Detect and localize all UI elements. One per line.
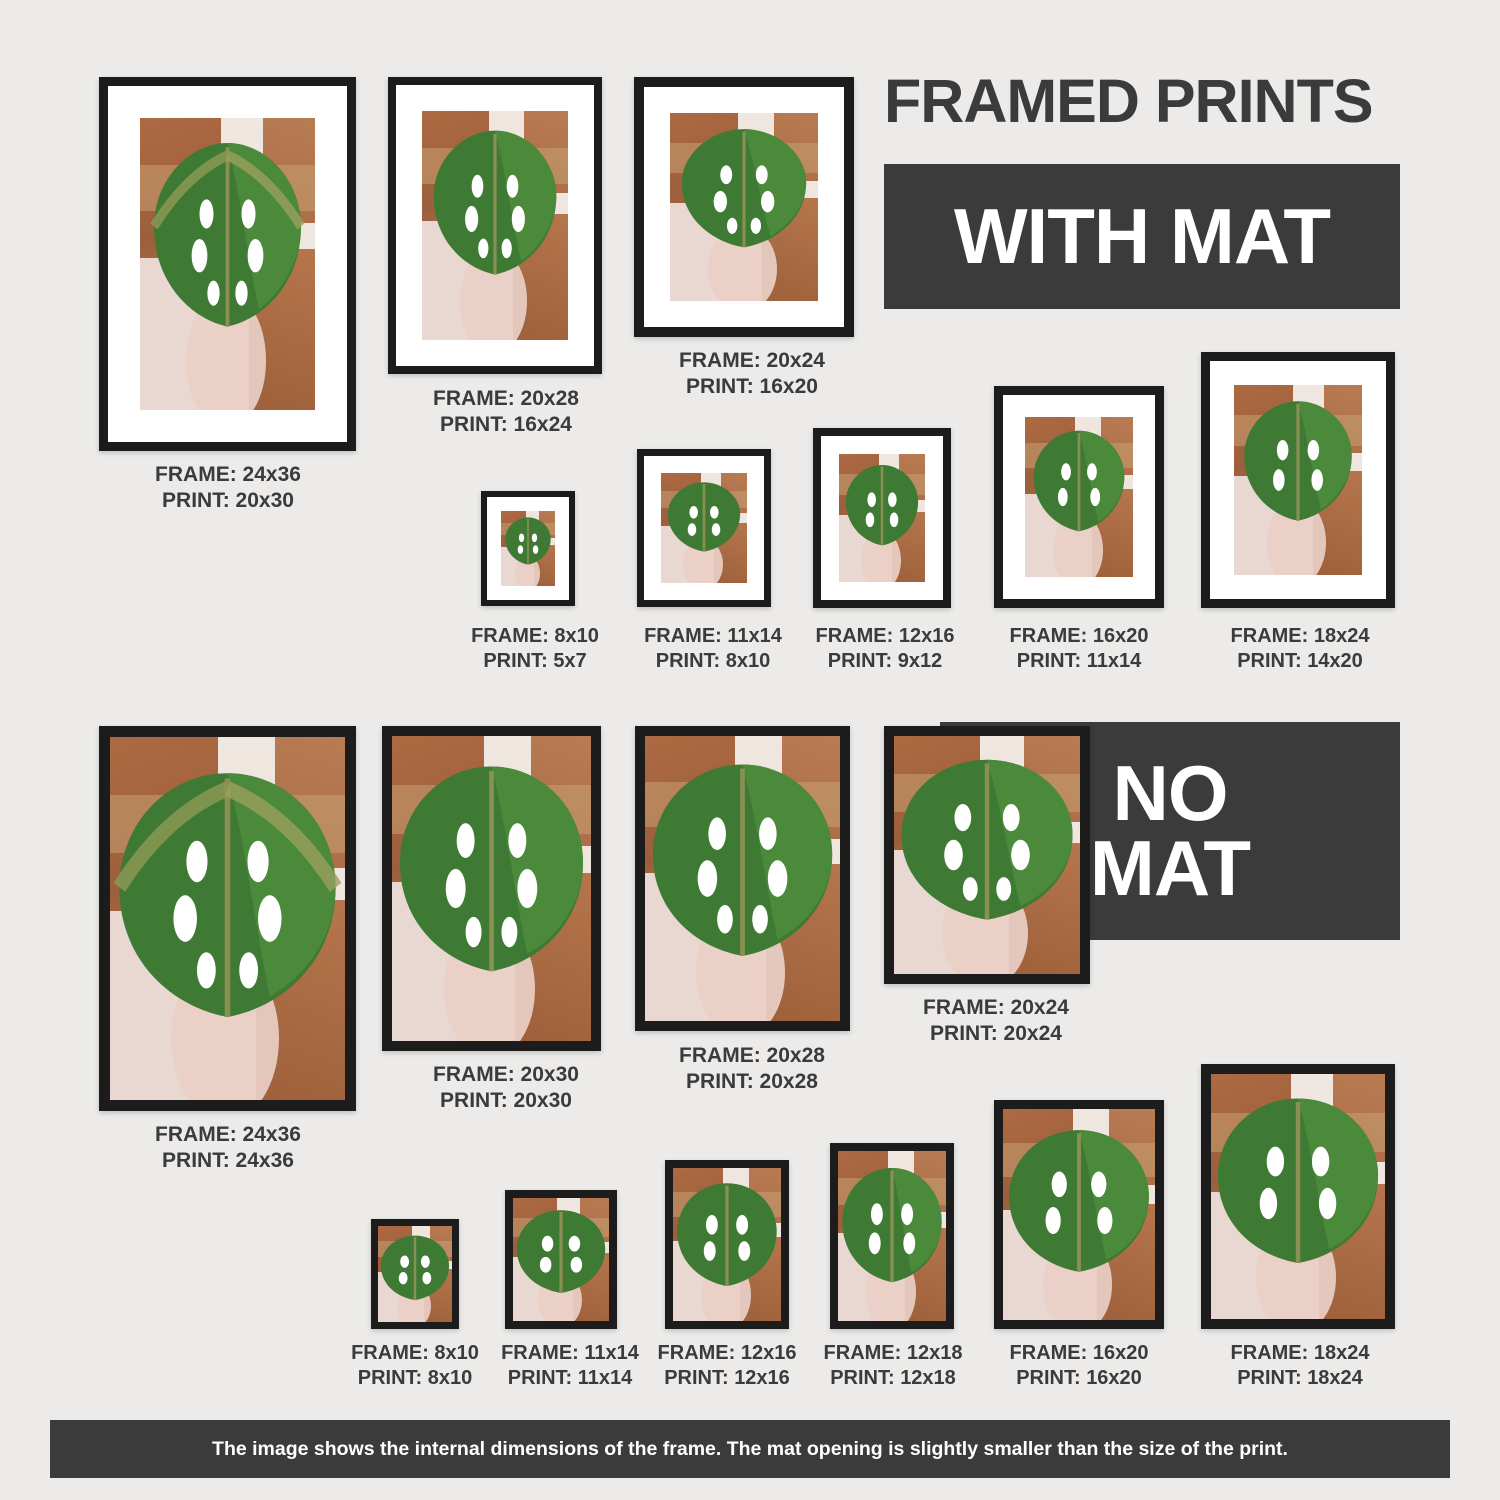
frame-size-label: FRAME: 20x24 <box>679 349 825 372</box>
artwork <box>140 118 315 410</box>
monstera-leaf-icon <box>378 1226 452 1322</box>
frame-no-mat-18x24[interactable] <box>1201 1064 1395 1329</box>
mat <box>487 497 569 600</box>
frame-with-mat-12x16[interactable] <box>813 428 951 608</box>
monstera-leaf-icon <box>392 736 591 1041</box>
print-size-label: PRINT: 12x16 <box>664 1366 790 1389</box>
artwork <box>673 1168 781 1321</box>
caption-no-mat-16x20 <box>1010 1341 1149 1390</box>
monstera-leaf-icon <box>1003 1109 1155 1320</box>
frame-with-mat-11x14[interactable] <box>637 449 771 607</box>
frame-with-mat-16x20[interactable] <box>994 386 1164 608</box>
artwork <box>513 1198 609 1321</box>
caption-with-mat-12x16 <box>816 624 955 673</box>
mat <box>396 85 594 366</box>
artwork <box>501 511 555 586</box>
frame-size-label: FRAME: 20x24 <box>923 996 1069 1019</box>
frame-size-label: FRAME: 18x24 <box>1230 625 1370 647</box>
artwork <box>378 1226 452 1322</box>
frame-size-label: FRAME: 12x18 <box>823 1342 963 1364</box>
frame-with-mat-20x28[interactable] <box>388 77 602 374</box>
caption-no-mat-20x30 <box>433 1062 579 1114</box>
print-size-label: PRINT: 11x14 <box>507 1366 633 1389</box>
caption-with-mat-20x24 <box>679 348 825 400</box>
monstera-leaf-icon <box>839 454 925 582</box>
caption-no-mat-18x24 <box>1231 1341 1370 1390</box>
caption-with-mat-16x20 <box>1010 624 1149 673</box>
frame-size-label: FRAME: 11x14 <box>644 625 782 647</box>
artwork <box>1025 417 1133 577</box>
caption-no-mat-12x16 <box>658 1341 797 1390</box>
mat <box>644 87 844 327</box>
print-size-label: PRINT: 16x24 <box>440 412 572 436</box>
frame-size-label: FRAME: 8x10 <box>351 1342 479 1364</box>
frame-no-mat-24x36[interactable] <box>99 726 356 1111</box>
frame-size-label: FRAME: 24x36 <box>155 1123 301 1146</box>
monstera-leaf-icon <box>1234 385 1362 575</box>
footer-note: The image shows the internal dimensions of the frame. The mat opening is slightly smaller than the size of the print. <box>50 1420 1450 1478</box>
print-size-label: PRINT: 16x20 <box>686 374 818 398</box>
mat <box>644 456 764 600</box>
artwork <box>645 736 840 1021</box>
monstera-leaf-icon <box>110 737 345 1100</box>
artwork <box>839 454 925 582</box>
print-size-label: PRINT: 18x24 <box>1237 1366 1363 1389</box>
frame-size-label: FRAME: 18x24 <box>1230 1342 1370 1364</box>
mat <box>1210 361 1386 599</box>
monstera-leaf-icon <box>673 1168 781 1321</box>
frame-size-label: FRAME: 16x20 <box>1009 1342 1149 1364</box>
artwork <box>110 737 345 1100</box>
print-size-label: PRINT: 20x24 <box>930 1021 1062 1045</box>
frame-size-label: FRAME: 20x28 <box>679 1044 825 1067</box>
heading-with-mat: WITH MAT <box>884 164 1400 309</box>
heading-framed-prints: FRAMED PRINTS <box>884 67 1373 135</box>
frame-size-label: FRAME: 12x16 <box>657 1342 797 1364</box>
artwork <box>838 1151 946 1321</box>
caption-with-mat-8x10 <box>471 624 599 673</box>
caption-with-mat-24x36 <box>155 462 301 514</box>
heading-no-mat-line2: MAT <box>1089 824 1251 912</box>
frame-size-label: FRAME: 20x30 <box>433 1063 579 1086</box>
monstera-leaf-icon <box>838 1151 946 1321</box>
heading-no-mat-line1: NO <box>1112 749 1228 838</box>
frame-no-mat-11x14[interactable] <box>505 1190 617 1329</box>
frame-size-label: FRAME: 24x36 <box>155 463 301 486</box>
caption-with-mat-18x24 <box>1231 624 1370 673</box>
frame-no-mat-12x18[interactable] <box>830 1143 954 1329</box>
mat <box>821 436 943 600</box>
caption-with-mat-11x14 <box>644 624 782 673</box>
artwork <box>1234 385 1362 575</box>
artwork <box>661 473 747 583</box>
artwork <box>1211 1074 1385 1319</box>
caption-no-mat-8x10 <box>351 1341 479 1390</box>
caption-no-mat-24x36 <box>155 1122 301 1174</box>
frame-with-mat-24x36[interactable] <box>99 77 356 451</box>
print-size-label: PRINT: 9x12 <box>827 649 943 672</box>
monstera-leaf-icon <box>422 111 568 340</box>
print-size-label: PRINT: 20x30 <box>162 488 294 512</box>
artwork <box>1003 1109 1155 1320</box>
artwork <box>670 113 818 301</box>
frame-size-label: FRAME: 20x28 <box>433 387 579 410</box>
frame-size-label: FRAME: 16x20 <box>1009 625 1149 647</box>
frame-no-mat-20x28[interactable] <box>635 726 850 1031</box>
print-size-label: PRINT: 8x10 <box>655 649 771 672</box>
caption-no-mat-11x14 <box>501 1341 639 1390</box>
caption-with-mat-20x28 <box>433 386 579 438</box>
artwork <box>894 736 1080 974</box>
caption-no-mat-20x24 <box>923 995 1069 1047</box>
print-size-label: PRINT: 11x14 <box>1016 649 1142 672</box>
caption-no-mat-12x18 <box>824 1341 963 1390</box>
mat <box>108 86 347 442</box>
print-size-label: PRINT: 14x20 <box>1237 649 1363 672</box>
frame-with-mat-18x24[interactable] <box>1201 352 1395 608</box>
monstera-leaf-icon <box>894 736 1080 974</box>
monstera-leaf-icon <box>513 1198 609 1321</box>
monstera-leaf-icon <box>670 113 818 301</box>
frame-size-label: FRAME: 11x14 <box>501 1342 639 1364</box>
frame-size-label: FRAME: 8x10 <box>471 625 599 647</box>
frame-no-mat-20x30[interactable] <box>382 726 601 1051</box>
monstera-leaf-icon <box>661 473 747 583</box>
monstera-leaf-icon <box>1211 1074 1385 1319</box>
print-size-label: PRINT: 20x28 <box>686 1069 818 1093</box>
frame-no-mat-8x10[interactable] <box>371 1219 459 1329</box>
print-size-label: PRINT: 12x18 <box>830 1366 956 1389</box>
frame-no-mat-20x24[interactable] <box>884 726 1090 984</box>
artwork <box>422 111 568 340</box>
artwork <box>392 736 591 1041</box>
frame-no-mat-12x16[interactable] <box>665 1160 789 1329</box>
frame-with-mat-20x24[interactable] <box>634 77 854 337</box>
monstera-leaf-icon <box>140 118 315 410</box>
frame-with-mat-8x10[interactable] <box>481 491 575 606</box>
frame-no-mat-16x20[interactable] <box>994 1100 1164 1329</box>
monstera-leaf-icon <box>645 736 840 1021</box>
print-size-label: PRINT: 24x36 <box>162 1148 294 1172</box>
mat <box>1003 395 1155 599</box>
frame-size-label: FRAME: 12x16 <box>815 625 955 647</box>
print-size-label: PRINT: 5x7 <box>483 649 587 672</box>
print-size-label: PRINT: 8x10 <box>357 1366 473 1389</box>
print-size-label: PRINT: 16x20 <box>1016 1366 1142 1389</box>
monstera-leaf-icon <box>1025 417 1133 577</box>
print-size-label: PRINT: 20x30 <box>440 1088 572 1112</box>
monstera-leaf-icon <box>501 511 555 586</box>
caption-no-mat-20x28 <box>679 1043 825 1095</box>
